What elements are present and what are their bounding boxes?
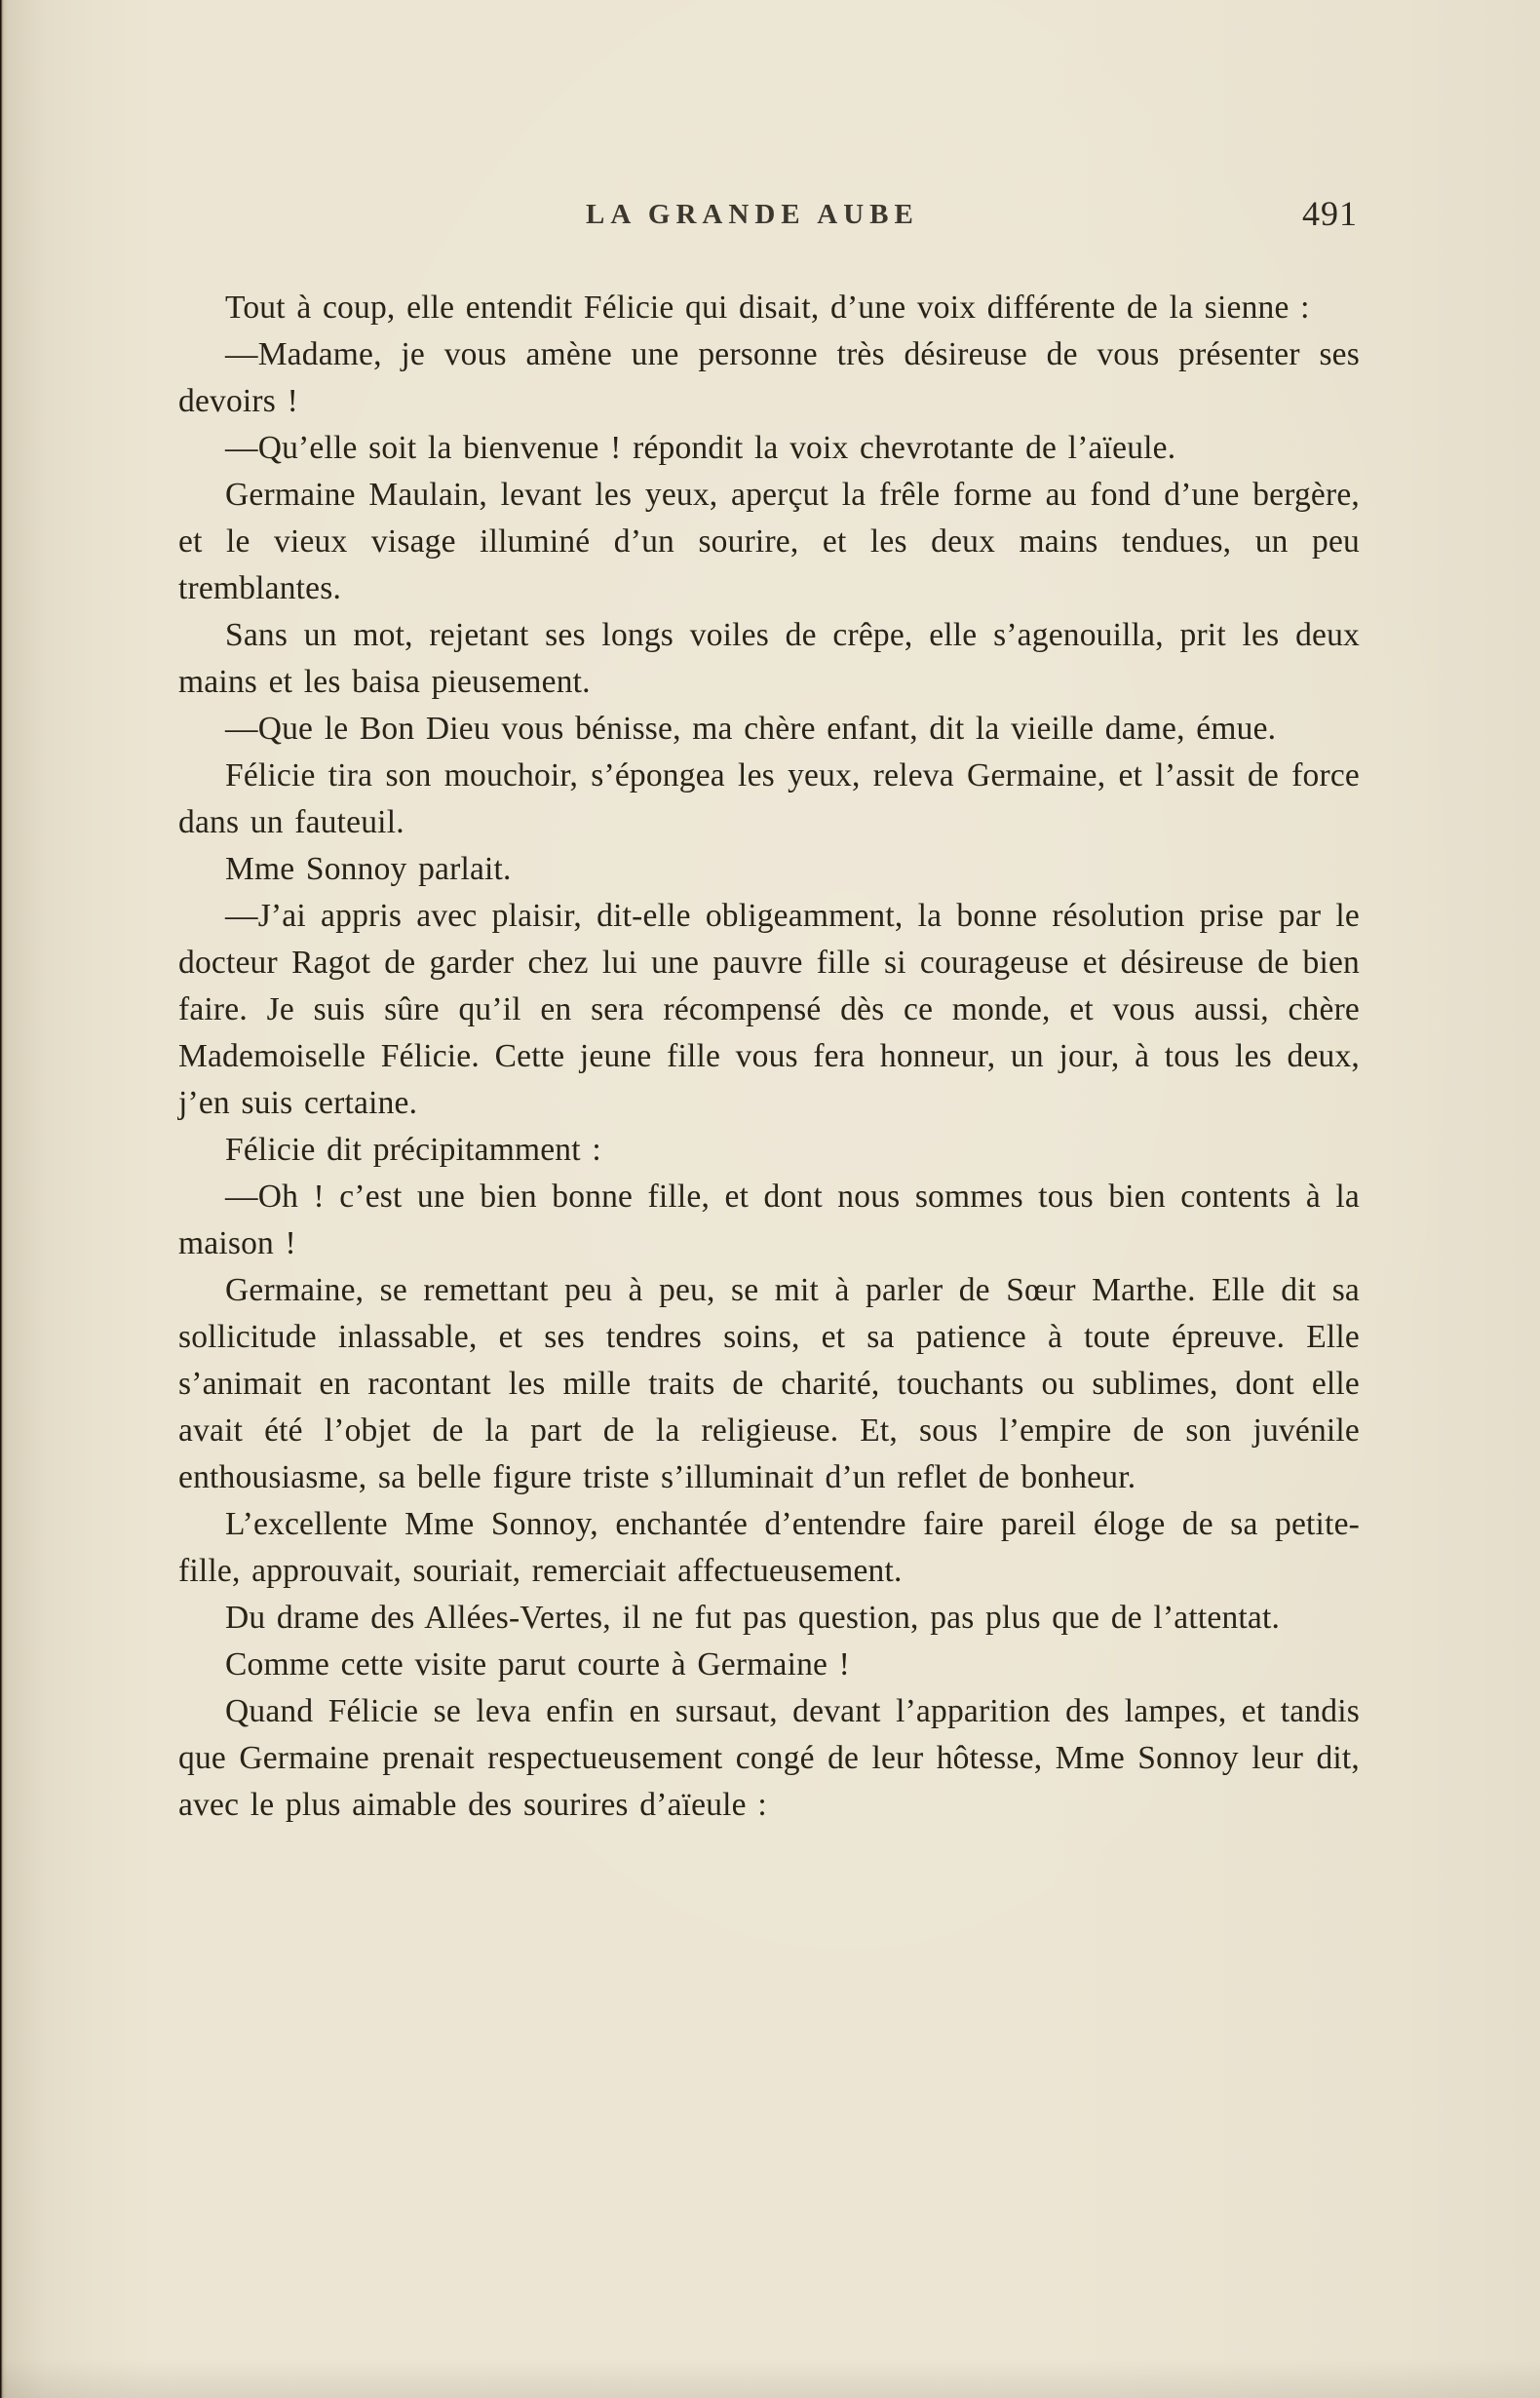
paragraph: —J’ai appris avec plaisir, dit-elle obligeamment, la bonne résolution prise par le docteur Ragot de garder chez lui une pauvre fille si courageuse et désireuse de bien faire. Je suis sûre qu’il en sera récompensé dès ce monde, et vous aussi, chère Mademoiselle Félicie. Cette jeune fille vous fera honneur, un jour, à tous les deux, j’en suis certaine. [178, 898, 1360, 1121]
paragraph: Tout à coup, elle entendit Félicie qui disait, d’une voix différente de la sienne : [225, 290, 1310, 326]
paragraph: —Qu’elle soit la bienvenue ! répondit la voix chevrotante de l’aïeule. [225, 430, 1176, 466]
paragraph: Germaine Maulain, levant les yeux, aperçut la frêle forme au fond d’une bergère, et le vieux visage illuminé d’un sourire, et les deux mains tendues, un peu tremblantes. [178, 477, 1360, 606]
paragraph: Félicie dit précipitamment : [225, 1132, 601, 1168]
paragraph: —Que le Bon Dieu vous bénisse, ma chère enfant, dit la vieille dame, émue. [225, 711, 1277, 747]
paragraph: L’excellente Mme Sonnoy, enchantée d’entendre faire pareil éloge de sa petite-fille, approuvait, souriait, remerciait affectueusement. [178, 1506, 1360, 1589]
binding-edge-shadow [0, 0, 93, 2398]
paragraph: Félicie tira son mouchoir, s’épongea les yeux, releva Germaine, et l’assit de force dans un fauteuil. [178, 757, 1360, 840]
paragraph: Mme Sonnoy parlait. [225, 851, 512, 887]
paragraph: Sans un mot, rejetant ses longs voiles de crêpe, elle s’agenouilla, prit les deux mains et les baisa pieusement. [178, 617, 1360, 700]
page-bottom-shadow [0, 2359, 1540, 2398]
paragraph: —Oh ! c’est une bien bonne fille, et dont nous sommes tous bien contents à la maison ! [178, 1179, 1360, 1261]
page-header [178, 193, 1360, 242]
text-block [178, 285, 1360, 1829]
running-title: LA GRANDE AUBE [585, 199, 919, 230]
paragraph: Germaine, se remettant peu à peu, se mit à parler de Sœur Marthe. Elle dit sa sollicitude inlassable, et ses tendres soins, et sa patience à toute épreuve. Elle s’animait en racontant les mille traits de charité, touchants ou sublimes, dont elle avait été l’objet de la part de la religieuse. Et, sous l’empire de son juvénile enthousiasme, sa belle figure triste s’illuminait d’un reflet de bonheur. [178, 1272, 1360, 1495]
paragraph: Comme cette visite parut courte à Germaine ! [225, 1646, 851, 1682]
page-number: 491 [1302, 194, 1358, 233]
paragraph: Du drame des Allées-Vertes, il ne fut pas question, pas plus que de l’attentat. [225, 1600, 1281, 1636]
paragraph: —Madame, je vous amène une personne très désireuse de vous présenter ses devoirs ! [178, 336, 1360, 419]
paragraph: Quand Félicie se leva enfin en sursaut, devant l’apparition des lampes, et tandis que Germaine prenait respectueusement congé de leur hôtesse, Mme Sonnoy leur dit, avec le plus aimable des sourires d’aïeule : [178, 1693, 1360, 1823]
